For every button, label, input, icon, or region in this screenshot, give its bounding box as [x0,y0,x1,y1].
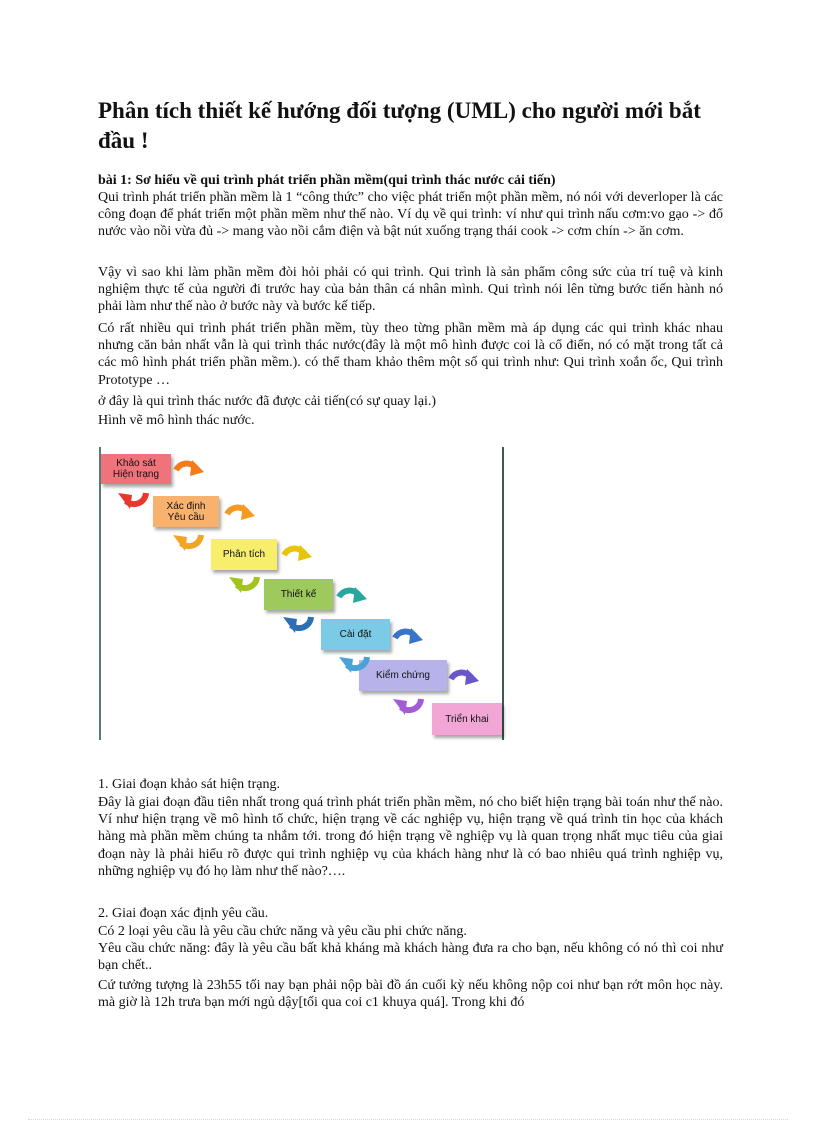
forward-arrow-icon [391,626,425,660]
diagram-caption: Hình vẽ mô hình thác nước. [98,413,255,428]
intro-paragraph-3: Có rất nhiều qui trình phát triển phần mềm, tùy theo từng phần mềm mà áp dụng các qui trình khác nhau nhưng căn bản nhất vẫn là qui trình thác nước(đây là một mô hình được coi là cổ điển, nó có mặt trong tất cả các mô hình phát triển phần mềm.). có thể tham khảo thêm một số qui trình như: Qui trình xoắn ốc, Qui trình Prototype … [98,321,723,388]
diagram-left-border [99,447,101,740]
section-2-paragraph-1: Có 2 loại yêu cầu là yêu cầu chức năng và yêu cầu phi chức năng. [98,924,467,939]
intro-paragraph-1: Qui trình phát triển phần mềm là 1 “công thức” cho việc phát triển một phần mềm, nó nói với deverloper là các công đoạn để phát triển một phần mềm như thế nào. Ví dụ về qui trình: ví như qui trình nấu cơm:vo gạo -> đổ nước vào nồi vừa đủ -> mang vào nồi cắm điện và bật nút xuống trạng thái cook -> cơm chín -> ăn cơm. [98,190,723,240]
page-title: Phân tích thiết kế hướng đối tượng (UML) cho người mới bắt đầu ! [98,98,701,153]
waterfall-diagram [99,445,509,745]
feedback-arrow-icon [281,611,315,637]
diagram-right-border [502,447,504,740]
section-2-paragraph-2: Yêu cầu chức năng: đây là yêu cầu bất khả kháng mà khách hàng đưa ra cho bạn, nếu không có nó thì coi như bạn chết.. [98,941,723,974]
page-bottom-divider [28,1119,788,1120]
forward-arrow-icon [335,585,369,619]
intro-paragraph-2: Vậy vì sao khi làm phần mềm đòi hỏi phải có qui trình. Qui trình là sản phẩm công sức của trí tuệ và kinh nghiệm thực tế của người đi trước hay của bản thân cá nhân mình. Qui trình nói lên từng bước tiến hành nó phải làm như thế nào ở bước này và bước kế tiếp. [98,265,723,315]
section-1-paragraph: Đây là giai đoạn đầu tiên nhất trong quá trình phát triển phần mềm, nó cho biết hiện trạng bài toán như thế nào. Ví như hiện trạng về mô hình tổ chức, hiện trạng về các nghiệp vụ, hiện trạng về quá trình tin học của khách hàng mà phần mềm chúng ta nhắm tới. trong đó hiện trạng về nghiệp vụ là quan trọng nhất mục tiêu của giai đoạn này là phải hiểu rõ được qui trình nghiệp vụ của khách hàng như là có bao nhiêu quá trình nghiệp vụ, những nghiệp vụ đó họ làm như thế nào?…. [98,795,723,879]
step-khao-sat-hien-trang: Khảo sát Hiện trạng [101,454,171,484]
step-phan-tich: Phân tích [211,539,277,570]
step-trien-khai: Triển khai [432,703,502,735]
step-cai-dat: Cài đặt [321,619,390,650]
feedback-arrow-icon [227,571,261,597]
feedback-arrow-icon [171,529,205,555]
section-1-heading: 1. Giai đoạn khảo sát hiện trạng. [98,777,280,792]
feedback-arrow-icon [116,487,150,513]
step-thiet-ke: Thiết kế [264,579,333,610]
intro-paragraph-4: ở đây là qui trình thác nước đã được cải tiến(có sự quay lại.) [98,394,437,409]
step-xac-dinh-yeu-cau: Xác định Yêu cầu [153,496,219,527]
section-2-heading: 2. Giai đoạn xác định yêu cầu. [98,906,269,921]
forward-arrow-icon [280,543,314,577]
forward-arrow-icon [223,502,257,536]
step-kiem-chung: Kiểm chứng [359,660,447,691]
forward-arrow-icon [447,667,481,701]
lesson-subtitle: bài 1: Sơ hiểu về qui trình phát triển phần mềm(qui trình thác nước cải tiến) [98,173,556,188]
feedback-arrow-icon [337,651,371,677]
section-2-paragraph-3: Cứ tưởng tượng là 23h55 tối nay bạn phải nộp bài đồ án cuối kỳ nếu không nộp coi như bạn rớt môn học này. mà giờ là 12h trưa bạn mới ngủ dậy[tối qua coi c1 khuya quá]. Trong khi đó [98,978,723,1011]
feedback-arrow-icon [391,693,425,719]
forward-arrow-icon [172,458,206,492]
